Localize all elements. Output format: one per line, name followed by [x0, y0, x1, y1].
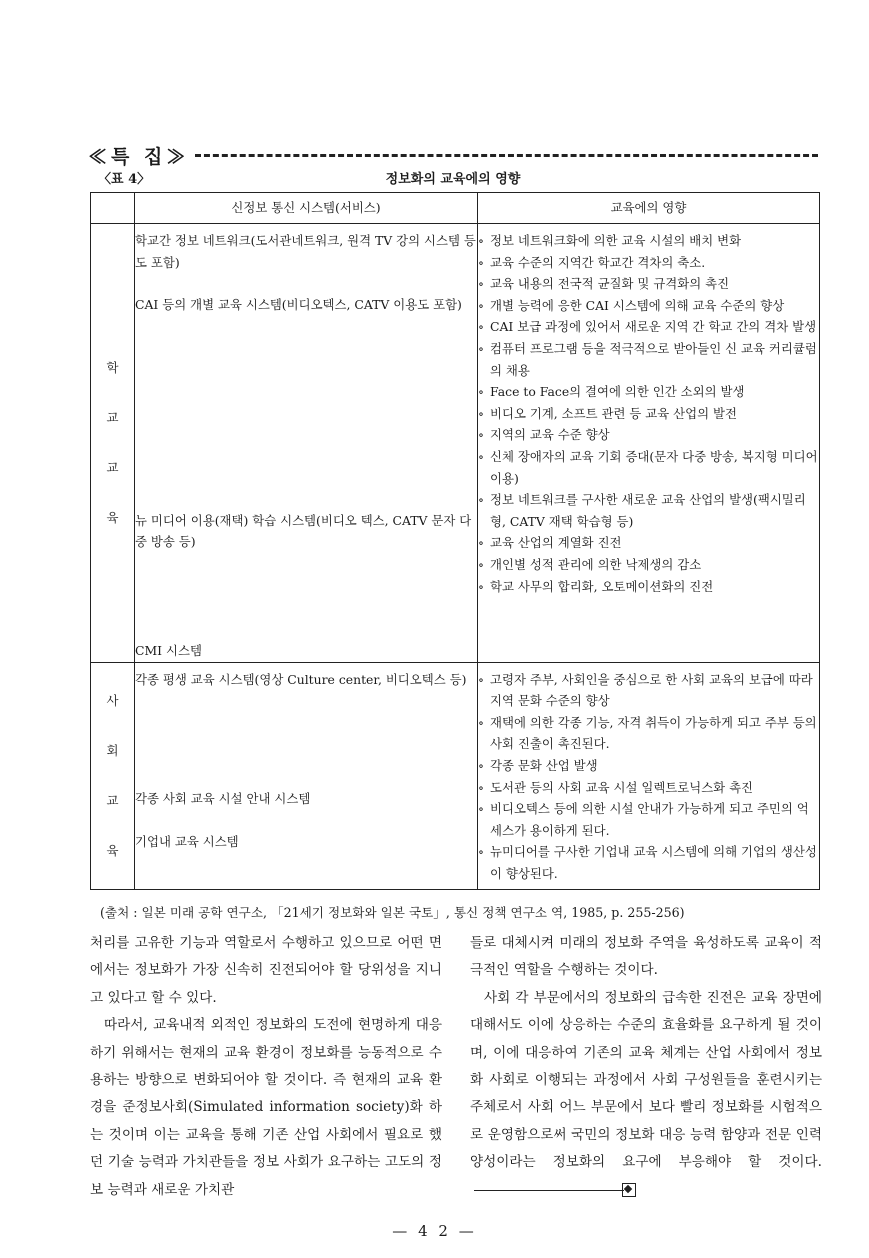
effect-item: ∘ 정보 네트워크를 구사한 새로운 교육 산업의 발생(팩시밀리형, CATV 재택 학습형 등): [478, 492, 806, 529]
society-effects-cell: [478, 662, 820, 889]
effect-item: ∘ 교육 산업의 계열화 진전: [478, 535, 622, 551]
body-text: [90, 930, 820, 1220]
table-title: 정보화의 교육에의 영향: [385, 172, 521, 187]
section-char: 학: [106, 359, 119, 375]
system-item: 각종 사회 교육 시설 안내 시스템: [135, 791, 311, 807]
paragraph: 처리를 고유한 기능과 역할로서 수행하고 있으므로 어떤 면에서는 정보화가 가장 신속히 진전되어야 할 당위성을 지니고 있다고 할 수 있다.: [90, 935, 442, 1006]
section-char: 사: [106, 692, 119, 708]
system-item: CAI 등의 개별 교육 시스템(비디오텍스, CATV 이용도 포함): [135, 297, 462, 313]
effect-item: ∘ 재택에 의한 각종 기능, 자격 취득이 가능하게 되고 주부 등의 사회 진출이 촉진된다.: [478, 714, 817, 752]
system-item: 각종 평생 교육 시스템(영상 Culture center, 비디오텍스 등): [135, 671, 467, 687]
table-header-row: [91, 193, 820, 224]
society-systems-cell: [135, 662, 478, 889]
effect-item: ∘ 비디오텍스 등에 의한 시설 안내가 가능하게 되고 주민의 억세스가 용이하게 된다.: [478, 801, 809, 838]
table-caption: [88, 168, 818, 190]
section-char: 육: [106, 842, 119, 858]
table-row-society: [91, 662, 820, 889]
page-number: — 4 2 —: [392, 1222, 477, 1240]
effect-item: ∘ 개인별 성적 관리에 의한 낙제생의 감소: [478, 556, 702, 572]
section-social-education: [91, 662, 135, 889]
effect-item: ∘ 신체 장애자의 교육 기회 증대(문자 다중 방송, 복지형 미디어 이용): [478, 448, 818, 486]
system-item: 기업내 교육 시스템: [135, 833, 239, 849]
effect-item: ∘ 뉴미디어를 구사한 기업내 교육 시스템에 의해 기업의 생산성이 향상된다.: [478, 844, 817, 881]
section-char: 교: [106, 459, 119, 475]
effect-item: ∘ 각종 문화 산업 발생: [478, 757, 598, 773]
table-label: 〈표 4〉: [98, 172, 151, 187]
effect-item: ∘ 학교 사무의 합리화, 오토메이션화의 진전: [478, 578, 714, 594]
effect-item: ∘ 도서관 등의 사회 교육 시설 일렉트로닉스화 촉진: [478, 779, 754, 795]
effect-item: ∘ Face to Face의 결여에 의한 인간 소외의 발생: [478, 384, 745, 400]
effect-item: ∘ 컴퓨터 프로그램 등을 적극적으로 받아들인 신 교육 커리큘럼의 채용: [478, 340, 817, 378]
section-school-education: [91, 224, 135, 663]
system-item: 학교간 정보 네트워크(도서관네트워크, 원격 TV 강의 시스템 등도 포함): [135, 233, 476, 270]
effect-item: ∘ 교육 수준의 지역간 학교간 격차의 축소.: [478, 254, 706, 270]
feature-header: [88, 140, 818, 170]
effect-item: ∘ 개별 능력에 응한 CAI 시스템에 의해 교육 수준의 향상: [478, 297, 785, 313]
header-systems: 신정보 통신 시스템(서비스): [135, 193, 478, 224]
section-char: 육: [106, 509, 119, 525]
education-impact-table: [90, 192, 820, 890]
end-rule: [474, 1190, 624, 1191]
system-item: 뉴 미디어 이용(재택) 학습 시스템(비디오 텍스, CATV 문자 다중 방송 등): [135, 512, 472, 550]
effect-item: ∘ 고령자 주부, 사회인을 중심으로 한 사회 교육의 보급에 따라 지역 문화 수준의 향상: [478, 671, 813, 709]
section-char: 교: [106, 792, 119, 808]
diamond-box-icon: [622, 1183, 636, 1197]
effect-item: ∘ CAI 보급 과정에 있어서 새로운 지역 간 학교 간의 격차 발생: [478, 319, 817, 335]
left-column: [90, 930, 442, 1204]
section-char: 회: [106, 742, 119, 758]
effect-item: ∘ 정보 네트워크화에 의한 교육 시설의 배치 변화: [478, 233, 742, 248]
effect-item: ∘ 교육 내용의 전국적 균질화 및 규격화의 촉진: [478, 276, 730, 292]
effect-item: ∘ 비디오 기계, 소프트 관련 등 교육 산업의 발전: [478, 405, 737, 421]
effect-item: ∘ 지역의 교육 수준 향상: [478, 427, 610, 443]
table-row-school: [91, 224, 820, 663]
paragraph: 사회 각 부문에서의 정보화의 급속한 진전은 교육 장면에 대해서도 이에 상응하는 수준의 효율화를 요구하게 될 것이며, 이에 대응하여 기존의 교육 체계는 산업 사회에서 정보화 사회로 이행되는 과정에서 사회 구성원들을 훈련시키는 주체로서 사회 어느 부문에서 보다 빨리 정보화를 시험적으로 운영함으로써 국민의 정보화 대응 능력 함양과 전문 인력 양성이라는 정보화의 요구에 부응해야 할 것이다.: [470, 985, 822, 1204]
system-item: CMI 시스템: [135, 642, 202, 658]
paragraph: 따라서, 교육내적 외적인 정보화의 도전에 현명하게 대응하기 위해서는 현재의 교육 환경이 정보화를 능동적으로 수용하는 방향으로 변화되어야 할 것이다. 즉 현재의 교육 환경을 준정보사회(Simulated information society)화 하는 것이며 이는 교육을 통해 기존 산업 사회에서 필요로 했던 기술 능력과 가치관들을 정보 사회가 요구하는 고도의 정보 능력과 새로운 가치관: [90, 1017, 442, 1198]
right-column: [470, 930, 822, 1204]
feature-title: ≪특 집≫: [88, 145, 190, 168]
school-effects-cell: [478, 224, 820, 663]
header-effects: 교육에의 영향: [478, 193, 820, 224]
school-systems-cell: [135, 224, 478, 663]
paragraph: 들로 대체시켜 미래의 정보화 주역을 육성하도록 교육이 적극적인 역할을 수행하는 것이다.: [470, 935, 822, 979]
header-blank-cell: [91, 193, 135, 224]
feature-divider: [195, 154, 818, 157]
source-note: (출처 : 일본 미래 공학 연구소, 「21세기 정보화와 일본 국토」, 통신 정책 연구소 역, 1985, p. 255-256): [100, 905, 685, 920]
section-char: 교: [106, 409, 119, 425]
